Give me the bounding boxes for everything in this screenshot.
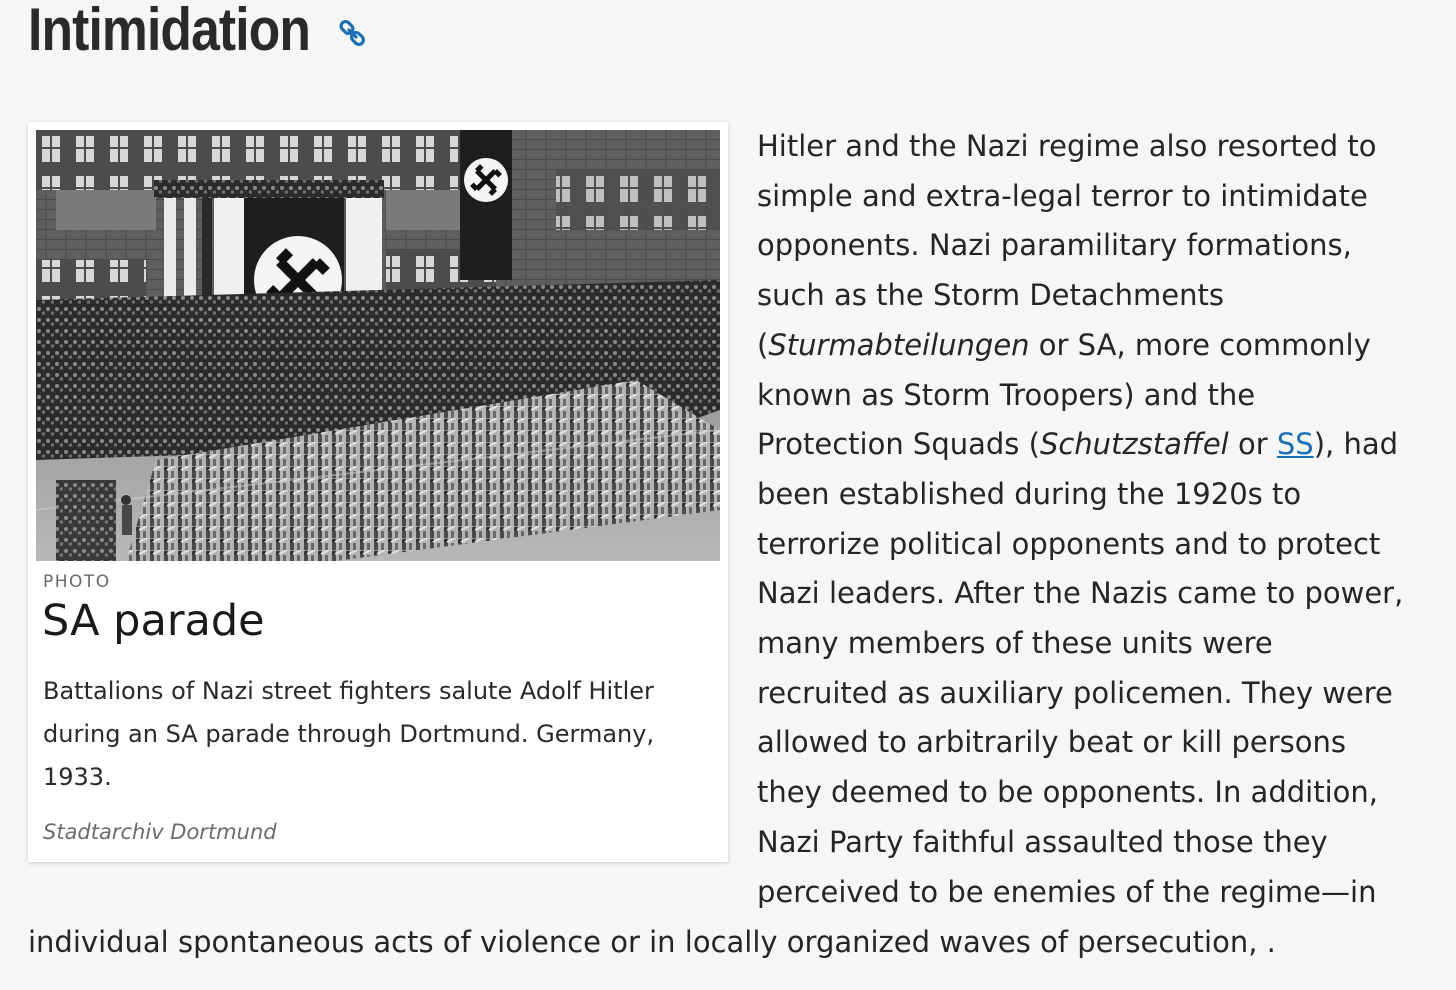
photo-credit: Stadtarchiv Dortmund (43, 820, 277, 844)
paragraph-line: opponents. Nazi paramilitary formations, (757, 228, 1352, 263)
text-run: ( (757, 327, 769, 362)
paragraph-line (757, 420, 1447, 470)
paragraph-line: Hitler and the Nazi regime also resorted to (757, 129, 1377, 163)
text-run: or (1228, 427, 1277, 462)
media-card[interactable] (28, 122, 728, 862)
media-title[interactable]: SA parade (42, 596, 265, 646)
paragraph-line: simple and extra-legal terror to intimidate (757, 178, 1368, 213)
article-paragraph (757, 122, 1447, 917)
section-title: Intimidation (28, 0, 311, 63)
term-sturmabteilungen: Sturmabteilungen (768, 327, 1030, 362)
ss-link[interactable]: SS (1276, 427, 1314, 462)
text-run: Protection Squads ( (757, 427, 1040, 462)
paragraph-line: Nazi leaders. After the Nazis came to power, (757, 576, 1404, 611)
caption-line: 1933. (43, 763, 112, 791)
paragraph-line (757, 321, 1447, 371)
media-type-label: PHOTO (43, 572, 111, 592)
paragraph-line: such as the Storm Detachments (757, 278, 1224, 313)
paragraph-line: many members of these units were (757, 626, 1273, 661)
paragraph-line: individual spontaneous acts of violence or in locally organized waves of persecution, . (28, 925, 1276, 959)
paragraph-line: known as Storm Troopers) and the (757, 377, 1256, 412)
section-heading (28, 0, 368, 66)
paragraph-line: recruited as auxiliary policemen. They were (757, 675, 1393, 710)
text-run: or SA, more commonly (1029, 327, 1371, 362)
paragraph-line: allowed to arbitrarily beat or kill persons (757, 725, 1346, 760)
paragraph-line: they deemed to be opponents. In addition, (757, 775, 1378, 810)
media-caption (43, 670, 708, 799)
caption-line: during an SA parade through Dortmund. Germany, (43, 720, 655, 748)
text-run: ), had (1313, 427, 1398, 462)
paragraph-line: Nazi Party faithful assaulted those they (757, 824, 1328, 859)
paragraph-line: been established during the 1920s to (757, 476, 1302, 511)
sa-parade-photo[interactable] (36, 130, 720, 561)
paragraph-line: terrorize political opponents and to protect (757, 526, 1381, 561)
paragraph-line: perceived to be enemies of the regime—in (757, 874, 1377, 909)
term-schutzstaffel: Schutzstaffel (1039, 427, 1229, 462)
link-icon[interactable] (338, 19, 368, 49)
caption-line: Battalions of Nazi street fighters salute Adolf Hitler (43, 677, 654, 705)
